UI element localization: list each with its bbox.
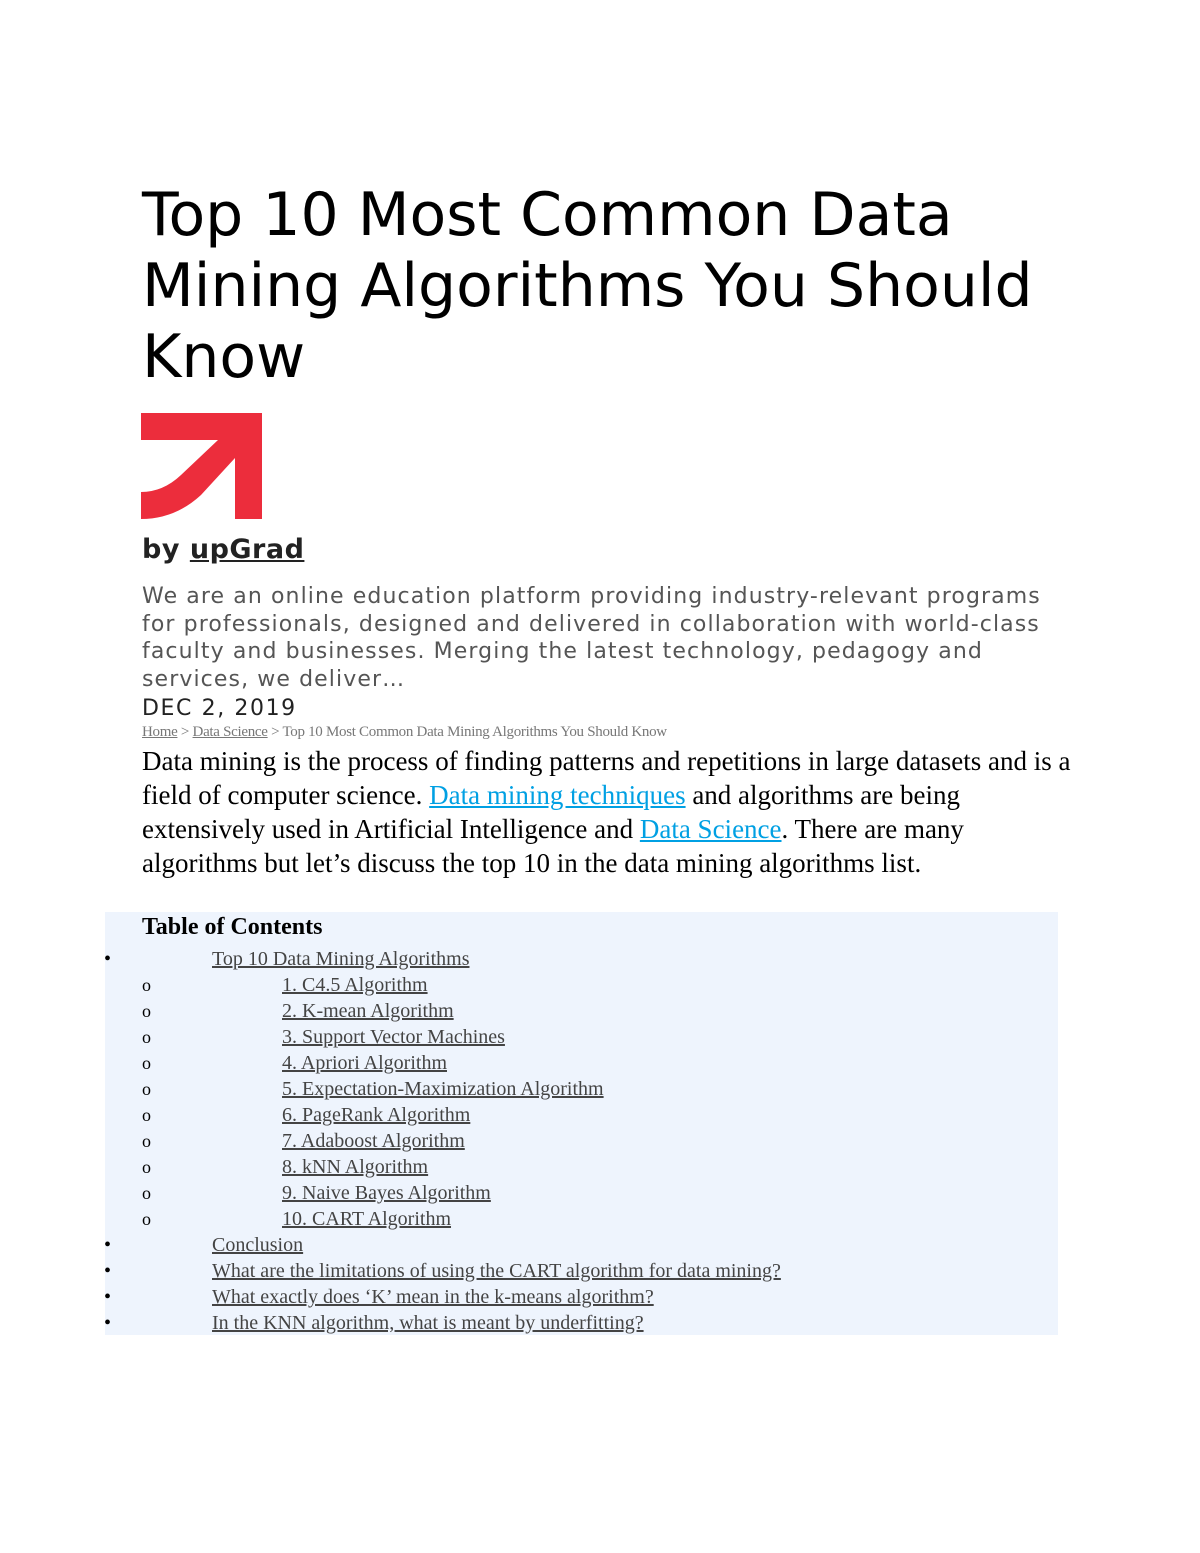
toc-link[interactable]: 5. Expectation-Maximization Algorithm [282, 1078, 604, 1100]
toc-link[interactable]: In the KNN algorithm, what is meant by underfitting? [212, 1312, 644, 1334]
toc-sub-bullet: o [142, 1001, 151, 1021]
toc-item [0, 1076, 1100, 1102]
toc-item [0, 1102, 1100, 1128]
toc-sub-bullet: o [142, 1027, 151, 1047]
toc-item [0, 1310, 1100, 1336]
toc-link[interactable]: 6. PageRank Algorithm [282, 1104, 471, 1126]
toc-link[interactable]: 9. Naive Bayes Algorithm [282, 1182, 491, 1204]
toc-item [0, 1180, 1100, 1206]
data-mining-techniques-link[interactable]: Data mining techniques [429, 780, 686, 810]
breadcrumb-category-link[interactable]: Data Science [192, 724, 268, 740]
toc-link[interactable]: 8. kNN Algorithm [282, 1156, 429, 1178]
toc-bullet: • [104, 1234, 112, 1256]
toc-title: Table of Contents [142, 914, 323, 940]
toc-sub-bullet: o [142, 975, 151, 995]
article-title: Top 10 Most Common Data Mining Algorithms You Should Know [142, 180, 1033, 392]
intro-text: Data mining is the process of finding patterns and repetitions in large datasets and is a field of computer science. [142, 746, 1071, 810]
intro-text: and algorithms are being extensively used in Artificial Intelligence and [142, 780, 960, 844]
toc-link[interactable]: What exactly does ‘K’ mean in the k-means algorithm? [212, 1286, 654, 1308]
toc-link[interactable]: 10. CART Algorithm [282, 1208, 452, 1230]
author-bio: We are an online education platform providing industry-relevant programs for professionals, designed and delivered in collaboration with world-class faculty and businesses. Merging the latest technology, pedagogy and services, we deliver… [142, 584, 1041, 692]
toc-link[interactable]: Top 10 Data Mining Algorithms [212, 948, 470, 970]
breadcrumb-home-link[interactable]: Home [142, 724, 178, 740]
toc-bullet: • [104, 1286, 112, 1308]
toc-link[interactable]: 3. Support Vector Machines [282, 1026, 505, 1048]
breadcrumb-separator: > [267, 724, 283, 740]
toc-sub-bullet: o [142, 1079, 151, 1099]
toc-sub-bullet: o [142, 1105, 151, 1125]
toc-sub-bullet: o [142, 1131, 151, 1151]
toc-item [0, 972, 1100, 998]
toc-item [0, 1258, 1100, 1284]
toc-item [0, 1024, 1100, 1050]
data-science-link[interactable]: Data Science [639, 814, 782, 844]
toc-sub-bullet: o [142, 1157, 151, 1177]
toc-item [0, 1206, 1100, 1232]
toc-item [0, 998, 1100, 1024]
toc-link[interactable]: 4. Apriori Algorithm [282, 1052, 447, 1074]
toc-item [0, 1284, 1100, 1310]
intro-paragraph [142, 744, 1072, 880]
toc-sub-bullet: o [142, 1183, 151, 1203]
publish-date: DEC 2, 2019 [142, 696, 297, 721]
toc-link[interactable]: 2. K-mean Algorithm [282, 1000, 454, 1022]
breadcrumb-separator: > [177, 724, 193, 740]
toc-item [0, 946, 1100, 972]
toc-link[interactable]: What are the limitations of using the CART algorithm for data mining? [212, 1260, 781, 1282]
toc-item [0, 1050, 1100, 1076]
toc-bullet: • [104, 1260, 112, 1282]
upgrad-logo [141, 413, 262, 519]
toc-item [0, 1232, 1100, 1258]
toc-item [0, 1128, 1100, 1154]
toc-bullet: • [104, 948, 112, 970]
toc-sub-bullet: o [142, 1209, 151, 1229]
toc-link[interactable]: 7. Adaboost Algorithm [282, 1130, 465, 1152]
breadcrumb-current: Top 10 Most Common Data Mining Algorithms You Should Know [282, 724, 667, 740]
byline [142, 534, 304, 565]
toc-sub-bullet: o [142, 1053, 151, 1073]
intro-text: . There are many algorithms but let’s discuss the top 10 in the data mining algorithms list. [142, 814, 964, 878]
byline-prefix: by [142, 534, 180, 565]
toc-bullet: • [104, 1312, 112, 1334]
toc-link[interactable]: 1. C4.5 Algorithm [282, 974, 428, 996]
author-link[interactable]: upGrad [189, 534, 305, 565]
breadcrumb [142, 724, 667, 741]
toc-link[interactable]: Conclusion [212, 1234, 304, 1256]
toc-item [0, 1154, 1100, 1180]
